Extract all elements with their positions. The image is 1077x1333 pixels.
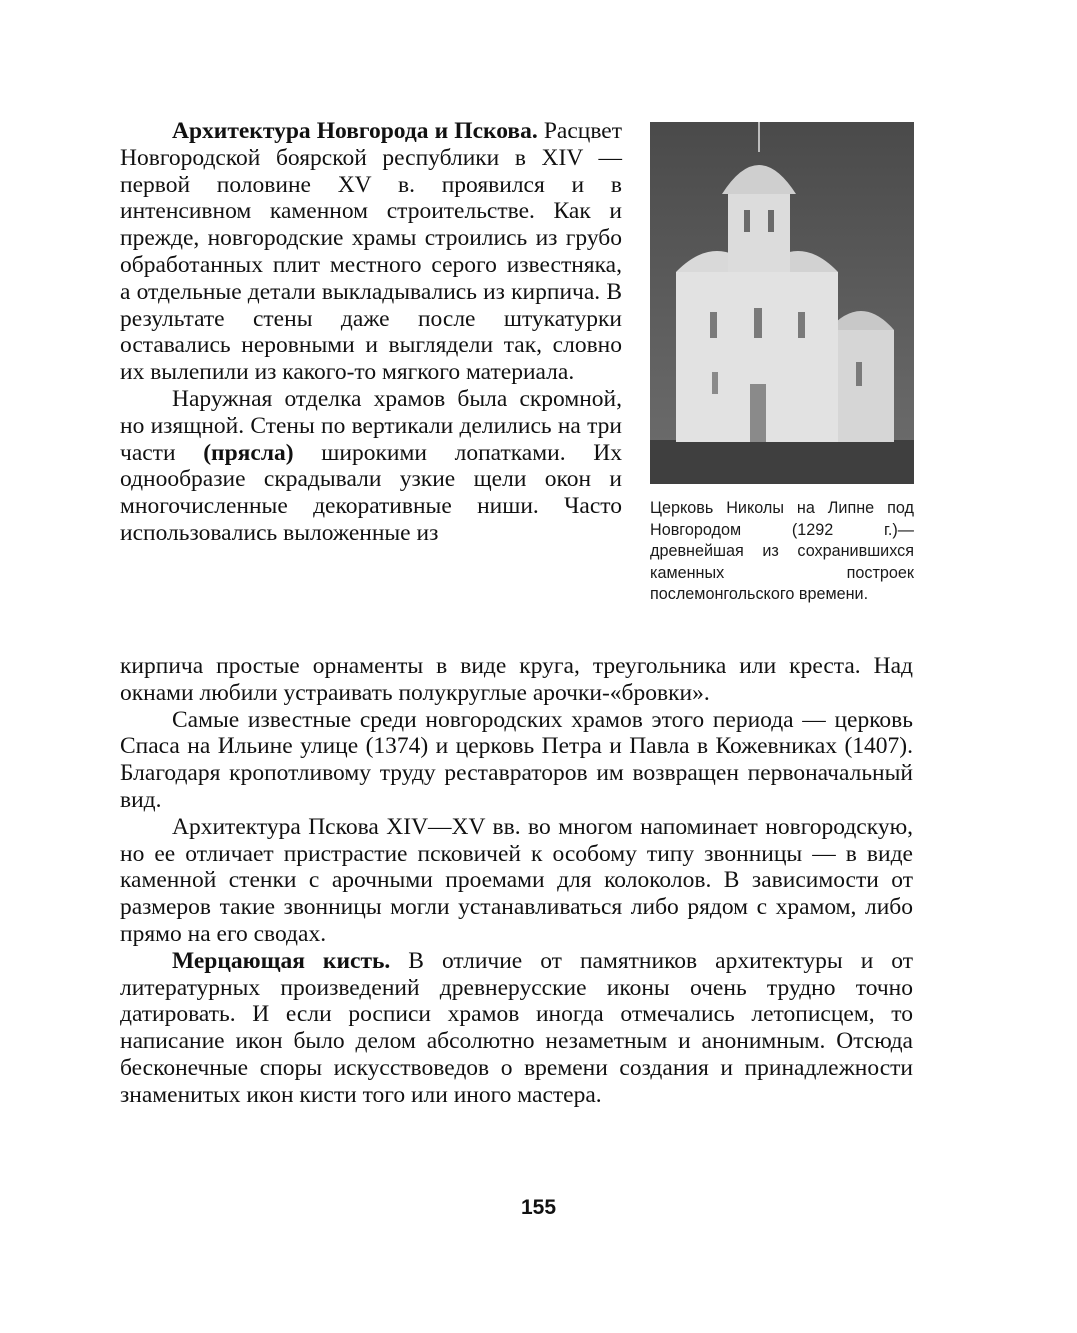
- figure-caption: Церковь Николы на Липне под Новгородом (1292 г.)— древнейшая из сохранившихся каменных построек послемонгольского времени.: [650, 499, 914, 603]
- top-text-column: [120, 118, 622, 547]
- paragraph-exterior-text-2: широкими лопатками. Их однообразие скрадывали узкие щели окон и многочисленные декоративные ниши. Часто использовались выложенные из: [120, 439, 622, 546]
- figure-church: [650, 122, 914, 606]
- paragraph-exterior-continued: кирпича простые орнаменты в виде круга, треугольника или креста. Над окнами любили устраивать полукруглые арочки-«бровки».: [120, 653, 913, 706]
- paragraph-famous-churches: Самые известные среди новгородских храмов этого периода — церковь Спаса на Ильине улице (1374) и церковь Петра и Павла в Кожевниках (1407). Благодаря кропотливому труду реставраторов им возвращен первоначальный вид.: [120, 706, 913, 813]
- paragraph-architecture-text: Расцвет Новгородской боярской республики в XIV — первой половине XV в. проявился и в интенсивном каменном строительстве. Как и прежде, новгородские храмы строились из грубо обработанных плит местного серого известняка, а отдельные детали выкладывались из кирпича. В результате стены даже после штукатурки оставались неровными и выглядели так, словно их вылепили из какого-то мягкого материала.: [120, 118, 623, 386]
- section-heading-icons: Мерцающая кисть.: [172, 947, 391, 974]
- paragraph-icons-text: В отличие от памятников архитектуры и от литературных произведений древнерусские иконы очень трудно точно датировать. И если росписи храмов иногда отмечались летописцем, то написание икон было делом абсолютно незаметным и анонимным. Отсюда бесконечные споры искусствоведов о времени создания и принадлежности знаменитых икон кисти того или иного мастера.: [120, 947, 914, 1108]
- paragraph-icons: [120, 948, 913, 1109]
- paragraph-exterior-text-1: Наружная отделка храмов была скромной, но изящной. Стены по вертикали делились на три части: [120, 385, 622, 466]
- page-number: 155: [520, 1196, 557, 1219]
- paragraph-exterior: [120, 386, 622, 547]
- section-heading-architecture: Архитектура Новгорода и Пскова.: [172, 118, 538, 144]
- church-photo: [650, 122, 914, 484]
- paragraph-pskov: Архитектура Пскова XIV—XV вв. во многом напоминает новгородскую, но ее отличает пристрастие псковичей к особому типу звонницы — в виде каменной стенки с арочными проемами для колоколов. В зависимости от размеров такие звонницы могли устанавливаться либо рядом с храмом, либо прямо на его сводах.: [120, 813, 913, 947]
- paragraph-architecture: [120, 118, 622, 386]
- term-prjasla: (прясла): [203, 439, 294, 466]
- full-width-text: [120, 653, 913, 1109]
